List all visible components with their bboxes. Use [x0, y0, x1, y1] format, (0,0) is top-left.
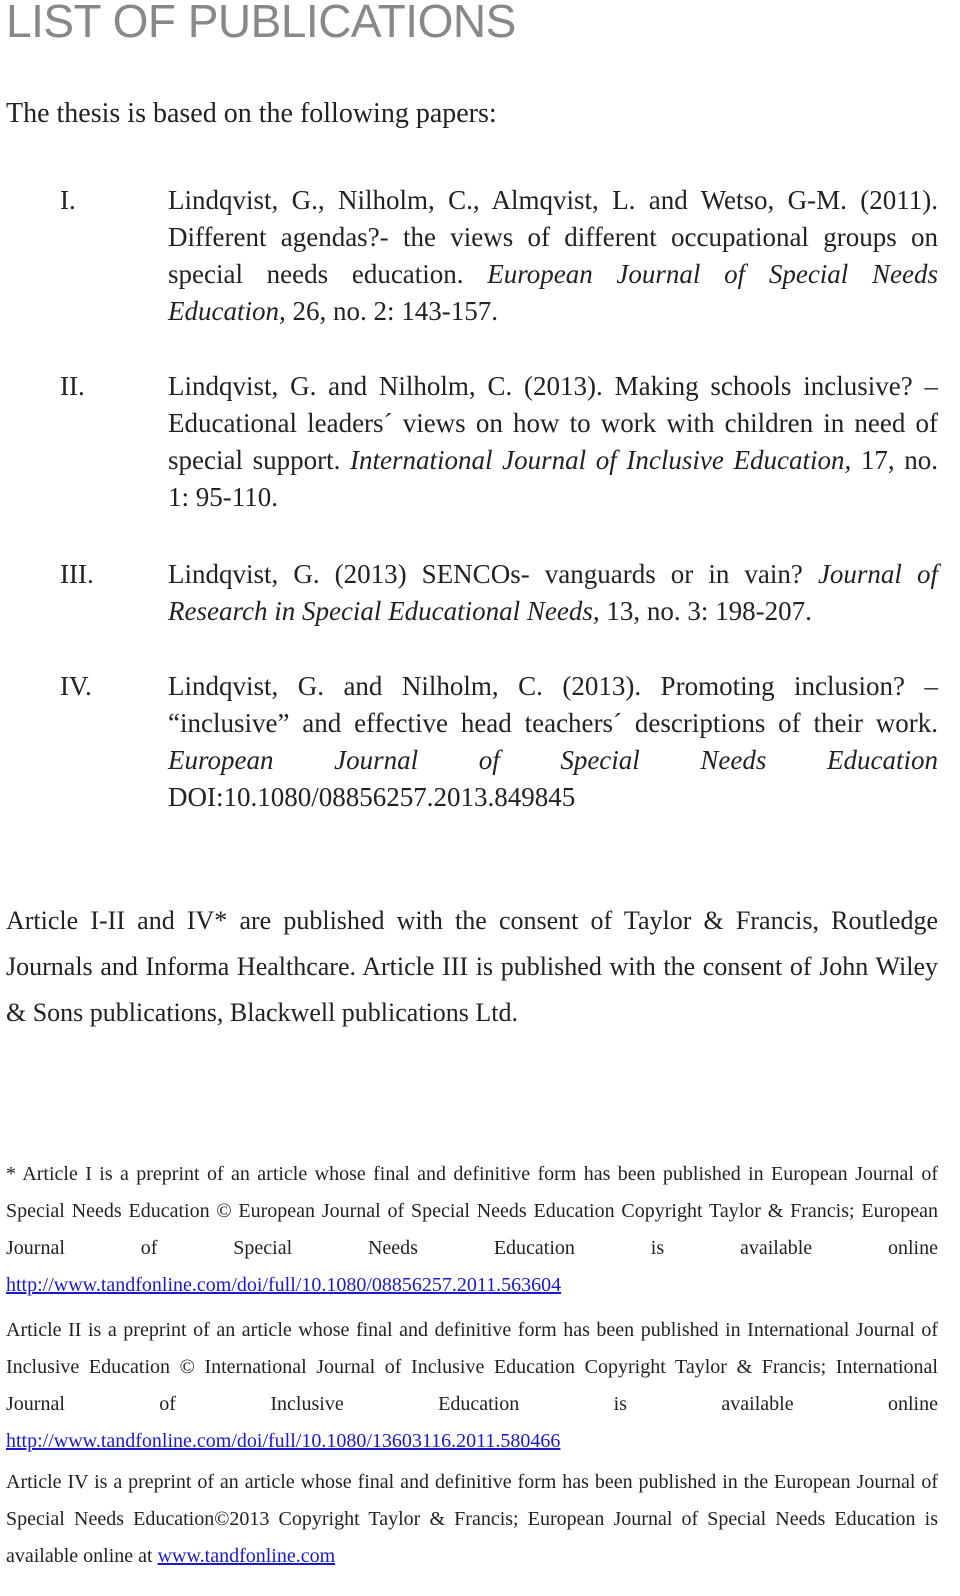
paper-citation — [168, 668, 938, 816]
paper-details: DOI:10.1080/08856257.2013.849845 — [168, 782, 576, 812]
paper-citation — [168, 182, 938, 330]
paper-numeral: III. — [60, 559, 94, 589]
paper-journal: Journal of Research in Special Educational Needs, — [168, 559, 938, 626]
intro-text: The thesis is based on the following papers: — [6, 98, 497, 129]
paper-authors-title: Lindqvist, G., Nilholm, C., Almqvist, L. and Wetso, G-M. (2011). Different agendas?- the views of different occupational groups on special needs education. — [168, 185, 938, 289]
footnote-3 — [6, 1464, 938, 1575]
paper-details: 17, no. 1: 95-110. — [168, 445, 939, 512]
paper-authors-title: Lindqvist, G. and Nilholm, C. (2013). Promoting inclusion? – “inclusive” and effective head teachers´ descriptions of their work. — [168, 671, 938, 738]
footnote-link[interactable]: www.tandfonline.com — [157, 1545, 336, 1567]
consent-statement: Article I-II and IV* are published with the consent of Taylor & Francis, Routledge Journals and Informa Healthcare. Article III is published with the consent of John Wiley & Sons publications, Blackwell publications Ltd. — [6, 906, 938, 1027]
paper-numeral: IV. — [60, 671, 92, 701]
paper-journal: European Journal of Special Needs Education — [168, 745, 938, 775]
paper-journal: European Journal of Special Needs Education, — [168, 259, 938, 326]
paper-authors-title: Lindqvist, G. and Nilholm, C. (2013). Making schools inclusive? – Educational leaders´ views on how to work with children in need of special support. — [168, 371, 938, 475]
paper-numeral: I. — [60, 185, 76, 215]
paper-journal: International Journal of Inclusive Education, — [350, 445, 852, 475]
footnote-1 — [6, 1156, 938, 1304]
footnote-link[interactable]: http://www.tandfonline.com/doi/full/10.1080/13603116.2011.580466 — [6, 1430, 561, 1452]
footnote-text: Article IV is a preprint of an article whose final and definitive form has been published in the European Journal of Special Needs Education©2013 Copyright Taylor & Francis; European Journal of Special Needs Education is available online at — [6, 1471, 938, 1567]
paper-authors-title: Lindqvist, G. (2013) SENCOs- vanguards or in vain? — [168, 559, 803, 589]
paper-details: 13, no. 3: 198-207. — [599, 596, 812, 626]
paper-citation — [168, 556, 938, 630]
footnote-text: Article II is a preprint of an article whose final and definitive form has been published in International Journal of Inclusive Education © International Journal of Inclusive Education Copyright Taylor & Francis; International Journal of Inclusive Education is available online — [6, 1319, 938, 1415]
footnote-text: * Article I is a preprint of an article whose final and definitive form has been published in European Journal of Special Needs Education © European Journal of Special Needs Education Copyright Taylor & Francis; European Journal of Special Needs Education is available online — [6, 1163, 938, 1259]
paper-citation — [168, 368, 938, 516]
footnote-2 — [6, 1312, 938, 1460]
paper-details: 26, no. 2: 143-157. — [285, 296, 498, 326]
page-title: LIST OF PUBLICATIONS — [6, 0, 516, 47]
footnote-link[interactable]: http://www.tandfonline.com/doi/full/10.1080/08856257.2011.563604 — [6, 1274, 562, 1296]
paper-numeral: II. — [60, 371, 85, 401]
